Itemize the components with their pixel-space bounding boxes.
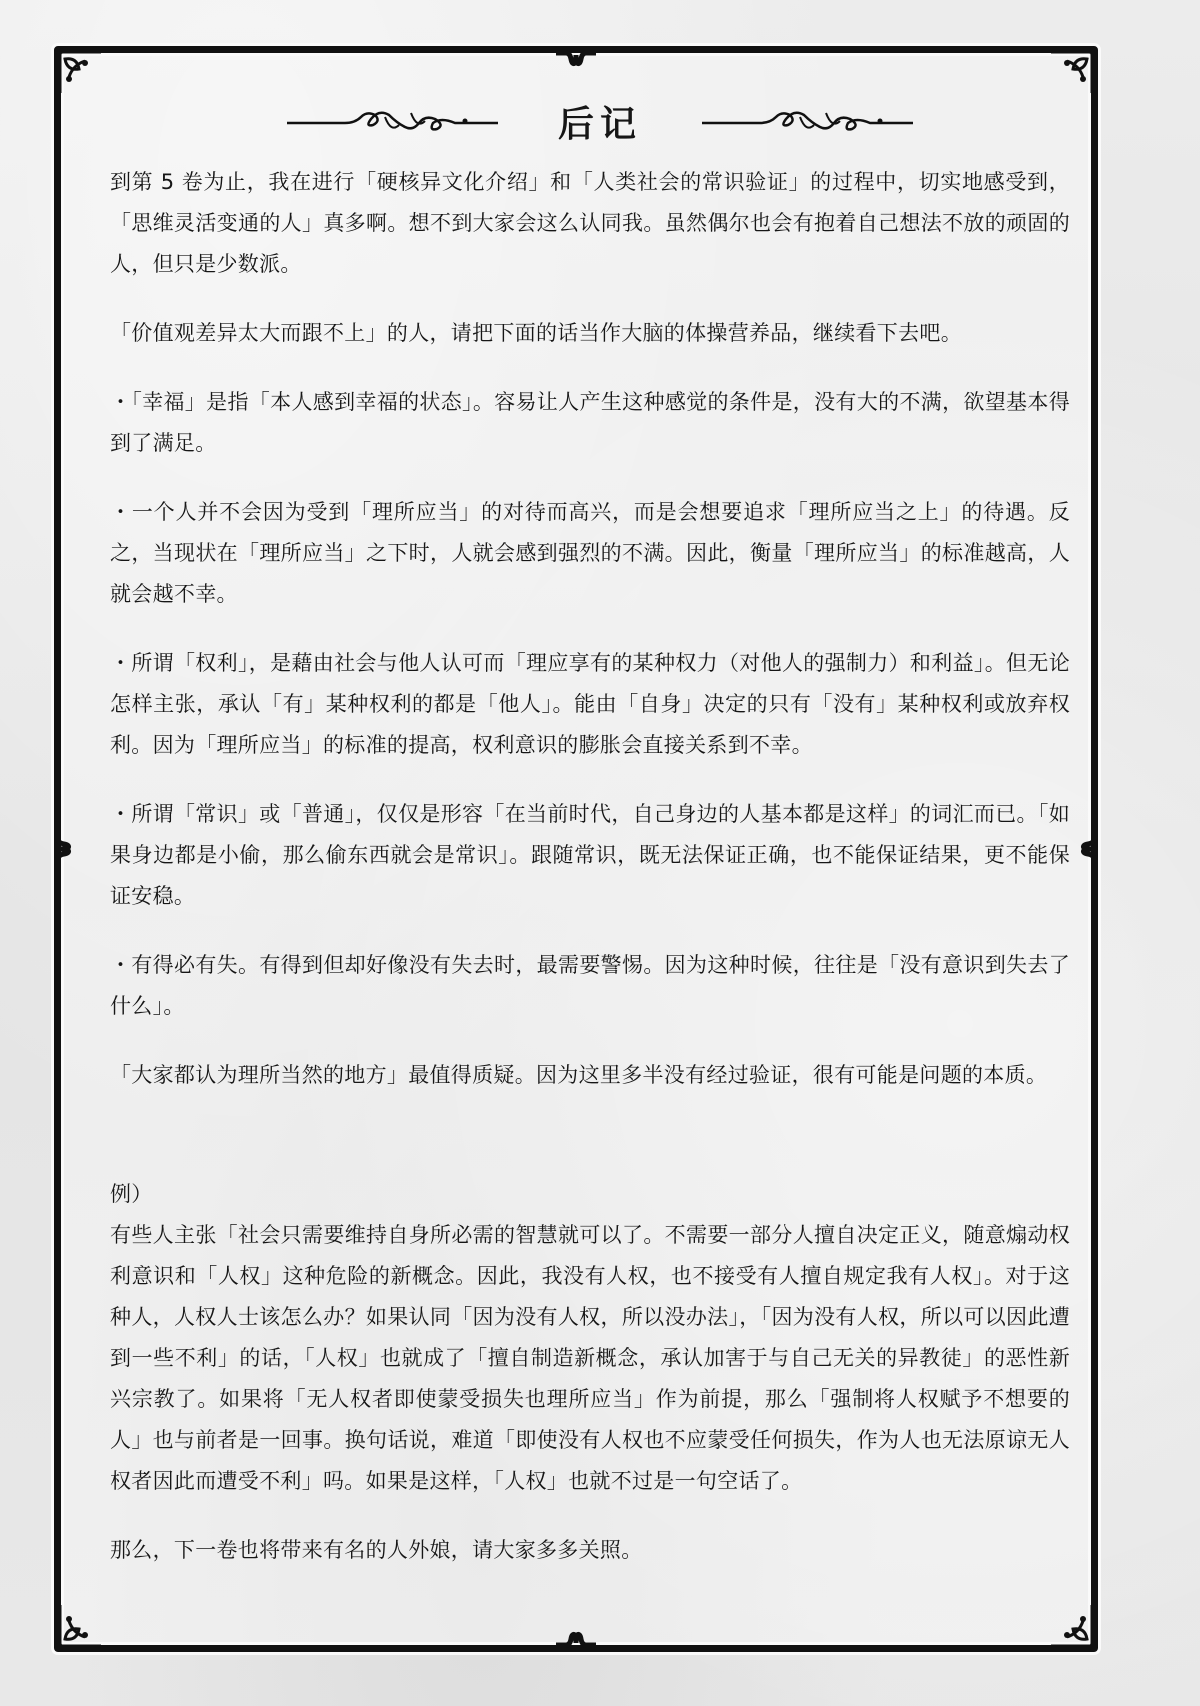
- paragraph: 到第 5 卷为止，我在进行「硬核异文化介绍」和「人类社会的常识验证」的过程中，切实地感受到，「思维灵活变通的人」真多啊。想不到大家会这么认同我。虽然偶尔也会有抱着自己想法不放的顽固的人，但只是少数派。: [110, 170, 1070, 276]
- title-flourish-right-icon: [700, 103, 915, 139]
- paragraph: 「价值观差异太大而跟不上」的人，请把下面的话当作大脑的体操营养品，继续看下去吧。: [110, 321, 962, 345]
- notch-ornament-icon: [556, 1631, 596, 1653]
- bullet-paragraph: ・有得必有失。有得到但却好像没有失去时，最需要警惕。因为这种时候，往往是「没有意识到失去了什么」。: [110, 953, 1070, 1018]
- bullet-paragraph: ・一个人并不会因为受到「理所应当」的对待而高兴，而是会想要追求「理所应当之上」的待遇。反之，当现状在「理所应当」之下时，人就会感到强烈的不满。因此，衡量「理所应当」的标准越高，人就会越不幸。: [110, 500, 1070, 606]
- notch-ornament-icon: [1080, 829, 1102, 869]
- notch-ornament-icon: [556, 45, 596, 67]
- paragraph: 「大家都认为理所当然的地方」最值得质疑。因为这里多半没有经过验证，很有可能是问题的本质。: [110, 1063, 1048, 1087]
- bullet-paragraph: ・所谓「常识」或「普通」，仅仅是形容「在当前时代，自己身边的人基本都是这样」的词汇而已。「如果身边都是小偷，那么偷东西就会是常识」。跟随常识，既无法保证正确，也不能保证结果，更不能保证安稳。: [110, 802, 1070, 908]
- closing-paragraph: 那么，下一卷也将带来有名的人外娘，请大家多多关照。: [110, 1538, 643, 1562]
- title-row: [0, 96, 1200, 146]
- notch-ornament-icon: [50, 829, 72, 869]
- bullet-paragraph: ・所谓「权利」，是藉由社会与他人认可而「理应享有的某种权力（对他人的强制力）和利益」。但无论怎样主张，承认「有」某种权利的都是「他人」。能由「自身」决定的只有「没有」某种权利或放弃权利。因为「理所应当」的标准的提高，权利意识的膨胀会直接关系到不幸。: [110, 651, 1070, 757]
- corner-ornament-icon: [55, 47, 105, 97]
- afterword-body: [110, 162, 1070, 1571]
- title-flourish-left-icon: [285, 103, 500, 139]
- bullet-paragraph: ・「幸福」是指「本人感到幸福的状态」。容易让人产生这种感觉的条件是，没有大的不满，欲望基本得到了满足。: [110, 390, 1070, 455]
- example-label: 例）: [110, 1182, 153, 1206]
- example-paragraph: 有些人主张「社会只需要维持自身所必需的智慧就可以了。不需要一部分人擅自决定正义，随意煽动权利意识和「人权」这种危险的新概念。因此，我没有人权，也不接受有人擅自规定我有人权」。对于这种人，人权人士该怎么办？如果认同「因为没有人权，所以没办法」，「因为没有人权，所以可以因此遭到一些不利」的话，「人权」也就成了「擅自制造新概念，承认加害于与自己无关的异教徒」的恶性新兴宗教了。如果将「无人权者即使蒙受损失也理所应当」作为前提，那么「强制将人权赋予不想要的人」也与前者是一回事。换句话说，难道「即使没有人权也不应蒙受任何损失，作为人也无法原谅无人权者因此而遭受不利」吗。如果是这样，「人权」也就不过是一句空话了。: [110, 1223, 1070, 1493]
- corner-ornament-icon: [1047, 1601, 1097, 1651]
- corner-ornament-icon: [1047, 47, 1097, 97]
- page-title: 后记: [557, 103, 642, 145]
- corner-ornament-icon: [55, 1601, 105, 1651]
